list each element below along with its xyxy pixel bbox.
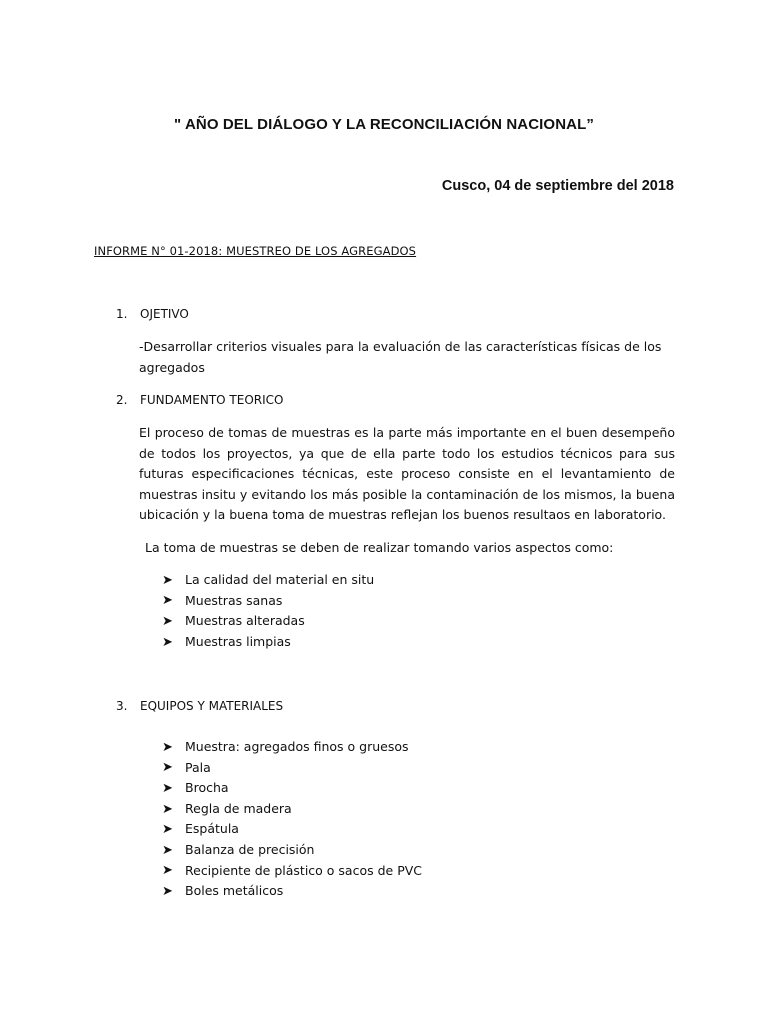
section-heading-objetivo [116, 307, 189, 321]
arrow-bullet-icon: ➤ [162, 863, 173, 879]
section-number: 1. [116, 307, 128, 321]
arrow-bullet-icon: ➤ [162, 780, 173, 796]
objetivo-paragraph: -Desarrollar criterios visuales para la evaluación de las características físicas de los agregados [139, 339, 662, 375]
document-date: Cusco, 04 de septiembre del 2018 [441, 178, 674, 194]
list-item [162, 758, 422, 779]
list-item [162, 819, 422, 840]
list-item [162, 570, 374, 591]
arrow-bullet-icon: ➤ [162, 760, 173, 776]
aspectos-list [162, 570, 374, 652]
fundamento-intro: La toma de muestras se deben de realizar tomando varios aspectos como: [145, 540, 614, 555]
arrow-bullet-icon: ➤ [162, 822, 173, 838]
list-item [162, 799, 422, 820]
list-item [162, 632, 374, 653]
list-item-label: Muestras sanas [185, 592, 283, 608]
arrow-bullet-icon: ➤ [162, 593, 173, 609]
arrow-bullet-icon: ➤ [162, 739, 173, 755]
arrow-bullet-icon: ➤ [162, 883, 173, 899]
section-heading-fundamento [116, 393, 283, 407]
list-item [162, 611, 374, 632]
list-item-label: Espátula [185, 821, 239, 837]
list-item-label: Pala [185, 759, 211, 775]
year-motto: " AÑO DEL DIÁLOGO Y LA RECONCILIACIÓN NACIONAL” [174, 116, 594, 133]
fundamento-paragraph: El proceso de tomas de muestras es la parte más importante en el buen desempeño de todos los proyectos, ya que de ella parte todo los estudios técnicos para sus futuras especificaciones técnicas, este proceso consiste en el levantamiento de muestras insitu y evitando los más posible la contaminación de los mismos, la buena ubicación y la buena toma de muestras reflejan los buenos resultaos en laboratorio. [139, 425, 675, 522]
list-item [162, 840, 422, 861]
list-item [162, 778, 422, 799]
report-title: INFORME N° 01-2018: MUESTREO DE LOS AGREGADOS [94, 244, 417, 258]
list-item-label: Brocha [185, 780, 229, 796]
arrow-bullet-icon: ➤ [162, 634, 173, 650]
equipos-list [162, 737, 422, 902]
list-item-label: Boles metálicos [185, 883, 284, 899]
section-heading-equipos [116, 699, 283, 713]
list-item-label: Muestras alteradas [185, 613, 305, 629]
list-item [162, 861, 422, 882]
list-item [162, 881, 422, 902]
list-item-label: Balanza de precisión [185, 842, 315, 858]
section-title: EQUIPOS Y MATERIALES [140, 699, 284, 713]
section-number: 2. [116, 393, 128, 407]
arrow-bullet-icon: ➤ [162, 842, 173, 858]
list-item-label: Muestras limpias [185, 633, 291, 649]
list-item-label: Regla de madera [185, 800, 292, 816]
arrow-bullet-icon: ➤ [162, 613, 173, 629]
list-item-label: Recipiente de plástico o sacos de PVC [185, 862, 423, 878]
list-item [162, 591, 374, 612]
section-title: FUNDAMENTO TEORICO [140, 393, 284, 407]
section-title: OJETIVO [140, 307, 189, 321]
list-item-label: Muestra: agregados finos o gruesos [185, 739, 409, 755]
section-number: 3. [116, 699, 128, 713]
arrow-bullet-icon: ➤ [162, 801, 173, 817]
list-item-label: La calidad del material en situ [185, 572, 375, 588]
arrow-bullet-icon: ➤ [162, 572, 173, 588]
list-item [162, 737, 422, 758]
